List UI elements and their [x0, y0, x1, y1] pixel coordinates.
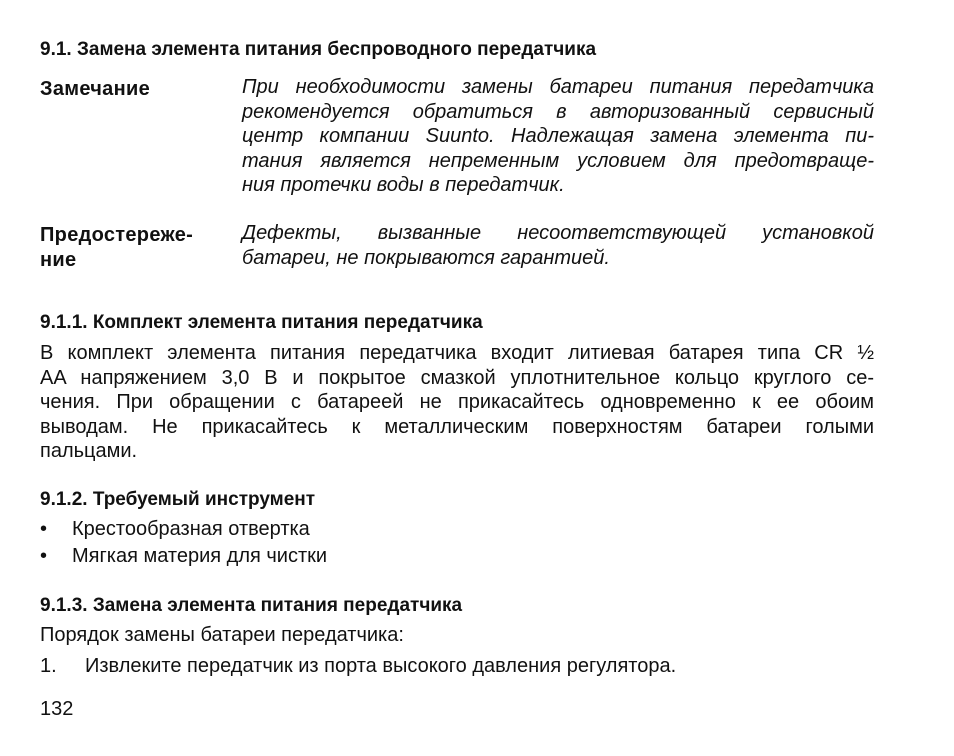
body-line: пальцами. [40, 440, 138, 462]
section-9-1-1-heading: 9.1.1. Комплект элемента питания передатчика [40, 312, 483, 333]
step-text: Извлеките передатчик из порта высокого давления регулятора. [85, 655, 677, 677]
section-9-1-2-heading: 9.1.2. Требуемый инструмент [40, 489, 316, 510]
section-9-1-1-body [40, 341, 874, 464]
tool-list-item [40, 544, 327, 568]
bullet-marker: • [40, 518, 48, 540]
section-9-1-3-intro: Порядок замены батареи передатчика: [40, 624, 404, 646]
section-9-1-heading: 9.1. Замена элемента питания беспроводного передатчика [40, 39, 597, 60]
caution-line: батареи, не покрываются гарантией. [242, 246, 610, 269]
caution-label [40, 223, 193, 272]
step-item [40, 654, 676, 678]
note-line: тания является непременным условием для предотвраще- [242, 149, 874, 172]
note-line: При необходимости замены батареи питания передатчика [242, 76, 874, 98]
body-line: AA напряжением 3,0 В и покрытое смазкой уплотнительное кольцо круглого се- [40, 366, 874, 389]
caution-label-line: ние [40, 248, 77, 271]
note-line: рекомендуется обратиться в авторизованный сервисный [242, 100, 874, 123]
tool-item-text: Мягкая материя для чистки [72, 545, 328, 567]
note-label: Замечание [40, 78, 151, 100]
body-line: выводам. Не прикасайтесь к металлическим поверхностям батареи голыми [40, 415, 874, 438]
bullet-marker: • [40, 545, 48, 567]
body-line: В комплект элемента питания передатчика входит литиевая батарея типа CR ½ [40, 342, 874, 364]
page-number: 132 [40, 698, 74, 720]
caution-text [242, 221, 874, 270]
note-line: ния протечки воды в передатчик. [242, 174, 565, 196]
section-9-1-3-heading: 9.1.3. Замена элемента питания передатчика [40, 595, 463, 616]
body-line: чения. При обращении с батареей не прикасайтесь одновременно к ее обоим [40, 391, 874, 413]
tool-item-text: Крестообразная отвертка [72, 518, 310, 540]
note-text [242, 75, 874, 198]
note-line: центр компании Suunto. Надлежащая замена элемента пи- [242, 125, 874, 147]
tool-list-item [40, 517, 310, 541]
step-number: 1. [40, 655, 57, 677]
caution-label-line: Предостереже- [40, 224, 194, 246]
caution-line: Дефекты, вызванные несоответствующей установкой [242, 222, 874, 244]
